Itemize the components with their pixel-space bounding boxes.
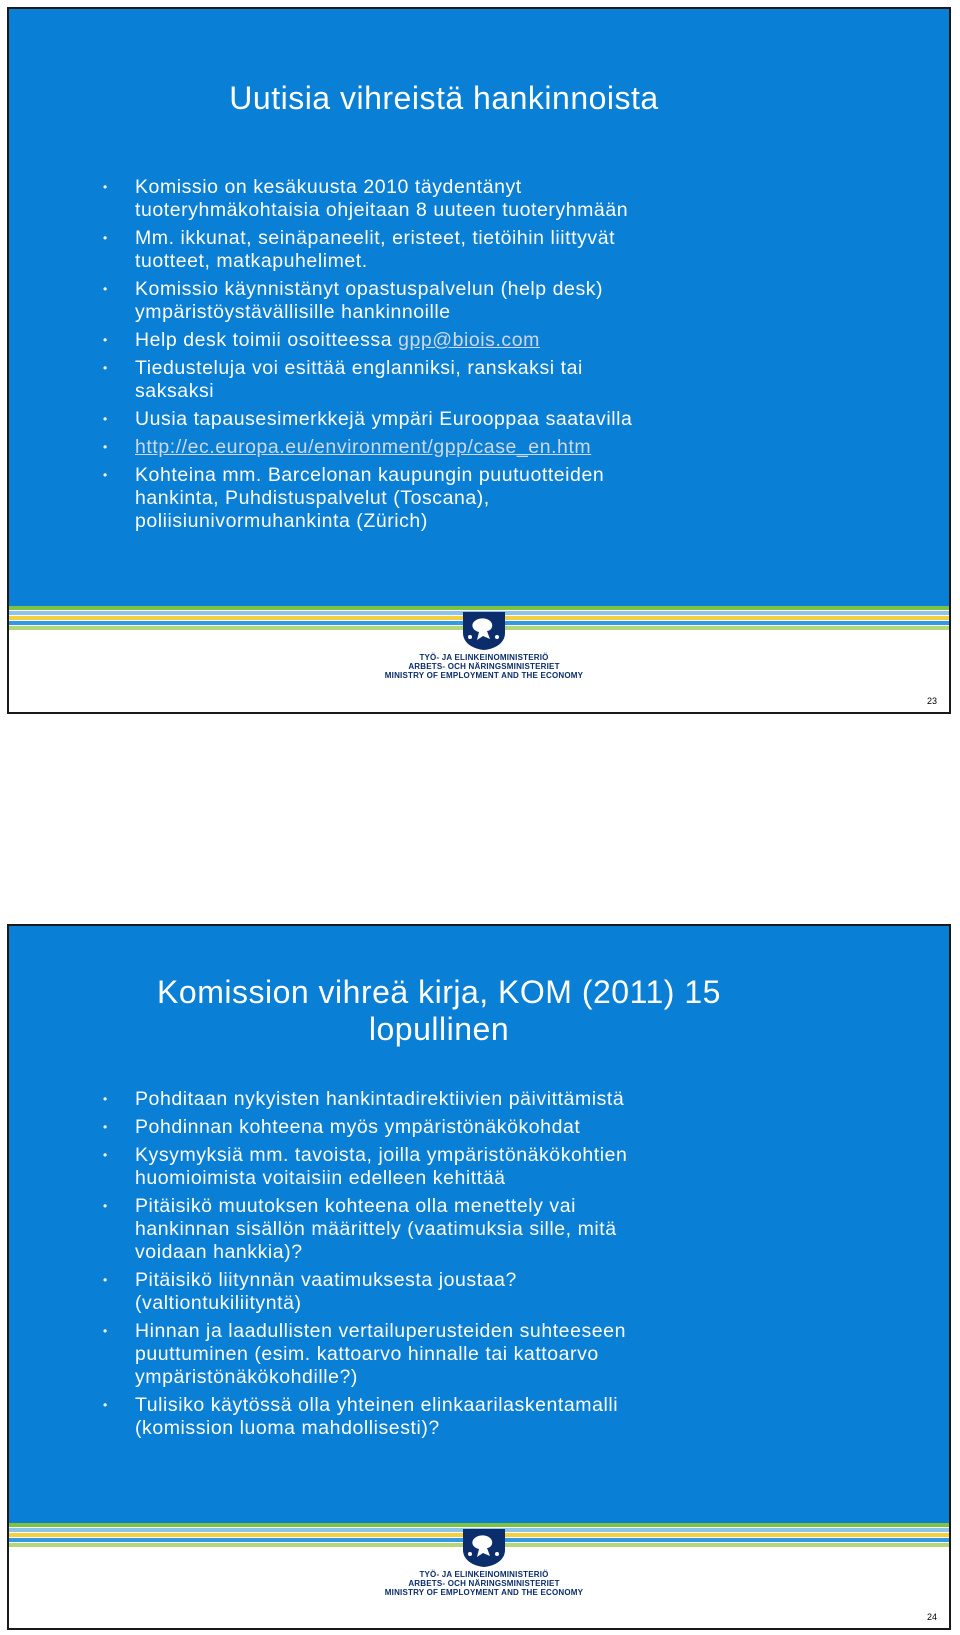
- list-item: • Mm. ikkunat, seinäpaneelit, eristeet, tietöihin liittyvät tuotteet, matkapuhelimet.: [103, 227, 616, 272]
- page-number: 24: [926, 1612, 937, 1622]
- slide-23: [7, 7, 951, 714]
- list-item: • Hinnan ja laadullisten vertailuperusteiden suhteeseen puuttuminen (esim. kattoarvo hinnalle tai kattoarvo ympäristönäkökohdille?): [103, 1320, 626, 1388]
- list-item: • Pohdinnan kohteena myös ympäristönäkökohdat: [103, 1116, 581, 1138]
- list-item: • Komissio käynnistänyt opastuspalvelun (help desk) ympäristöystävällisille hankinnoille: [103, 278, 604, 323]
- list-item: • Pitäisikö muutoksen kohteena olla menettely vai hankinnan sisällön määrittely (vaatimuksia sille, mitä voidaan hankkia)?: [103, 1195, 617, 1263]
- list-item: • Pitäisikö liitynnän vaatimuksesta joustaa? (valtiontukiliityntä): [103, 1269, 517, 1314]
- list-item: • Kohteina mm. Barcelonan kaupungin puutuotteiden hankinta, Puhdistuspalvelut (Toscana), poliisiunivormuhankinta (Zürich): [103, 464, 605, 532]
- lion-coat-of-arms-icon: [457, 1526, 511, 1568]
- list-item: • Pohditaan nykyisten hankintadirektiivien päivittämistä: [103, 1088, 625, 1110]
- ministry-logo: TYÖ- JA ELINKEINOMINISTERIÖ ARBETS- OCH NÄRINGSMINISTERIET MINISTRY OF EMPLOYMENT AND THE ECONOMY: [379, 609, 589, 689]
- lion-coat-of-arms-icon: [457, 609, 511, 651]
- list-item: • Tulisiko käytössä olla yhteinen elinkaarilaskentamalli (komission luoma mahdollisesti)?: [103, 1394, 619, 1439]
- bullet-list: [9, 176, 749, 538]
- slide-24: [7, 924, 951, 1630]
- case-examples-link[interactable]: http://ec.europa.eu/environment/gpp/case_en.htm: [135, 436, 592, 458]
- email-link[interactable]: gpp@biois.com: [398, 329, 540, 351]
- list-item: • Uusia tapausesimerkkejä ympäri Eurooppaa saatavilla: [103, 408, 633, 430]
- list-item: • Help desk toimii osoitteessa gpp@biois.com: [103, 329, 540, 351]
- list-item: • Komissio on kesäkuusta 2010 täydentänyt tuoteryhmäkohtaisia ohjeitaan 8 uuteen tuoteryhmään: [103, 176, 629, 221]
- slide-title: Komission vihreä kirja, KOM (2011) 15 lopullinen: [157, 974, 721, 1047]
- bullet-list: [9, 1088, 769, 1445]
- page-number: 23: [926, 696, 937, 706]
- list-item: • Tiedusteluja voi esittää englanniksi, ranskaksi tai saksaksi: [103, 357, 583, 402]
- ministry-logo: TYÖ- JA ELINKEINOMINISTERIÖ ARBETS- OCH NÄRINGSMINISTERIET MINISTRY OF EMPLOYMENT AND THE ECONOMY: [379, 1526, 589, 1606]
- list-item: • http://ec.europa.eu/environment/gpp/case_en.htm: [103, 436, 592, 458]
- list-item: • Kysymyksiä mm. tavoista, joilla ympäristönäkökohtien huomioimista voitaisiin edelleen kehittää: [103, 1144, 628, 1189]
- slide-title: Uutisia vihreistä hankinnoista: [229, 80, 659, 116]
